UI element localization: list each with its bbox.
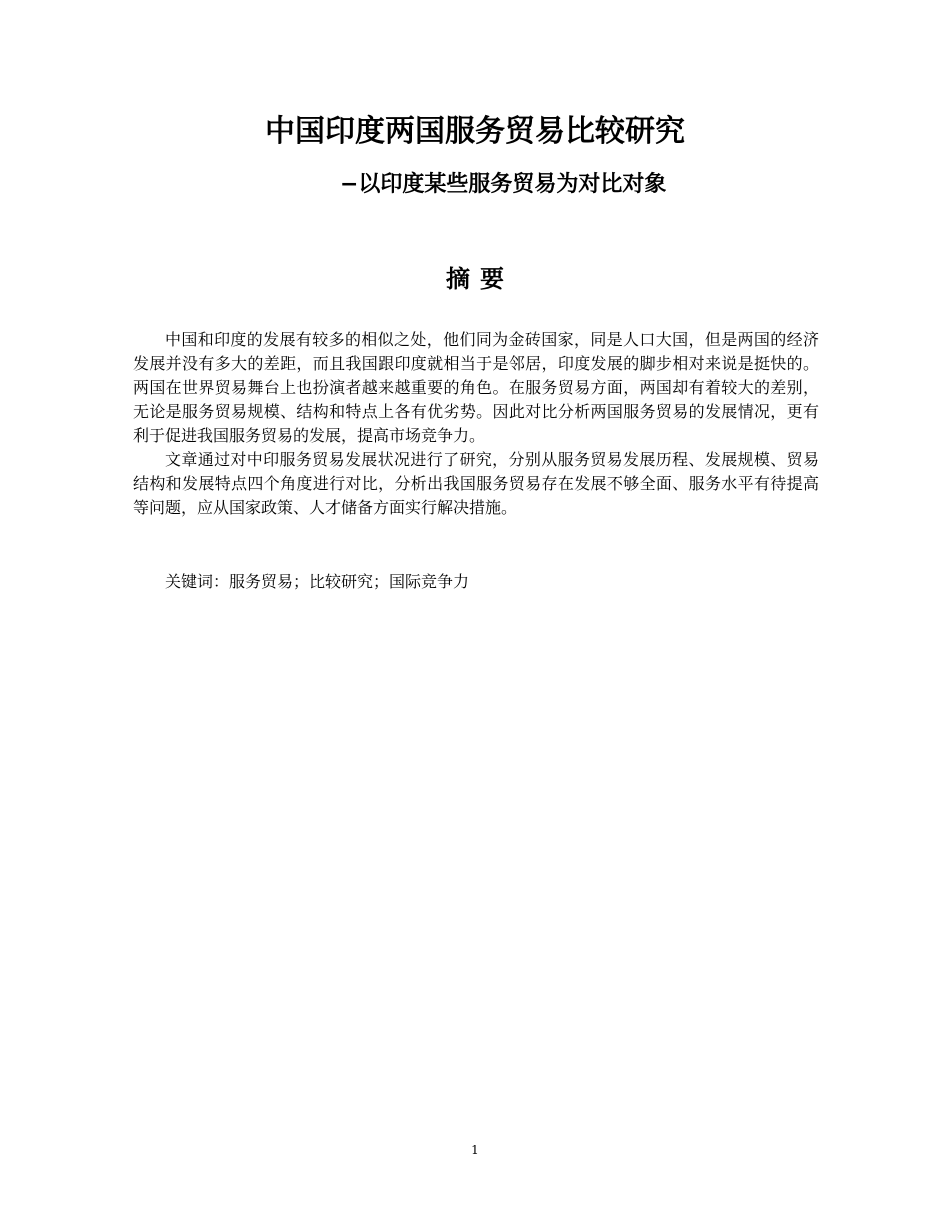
keywords-label: 关键词： <box>165 572 230 591</box>
keywords-line <box>133 570 819 595</box>
abstract-paragraph: 中国和印度的发展有较多的相似之处，他们同为金砖国家，同是人口大国，但是两国的经济发展并没有多大的差距，而且我国跟印度就相当于是邻居，印度发展的脚步相对来说是挺快的。两国在世界贸易舞台上也扮演者越来越重要的角色。在服务贸易方面，两国却有着较大的差别，无论是服务贸易规模、结构和特点上各有优劣势。因此对比分析两国服务贸易的发展情况，更有利于促进我国服务贸易的发展，提高市场竞争力。 <box>133 330 819 445</box>
abstract-heading: 摘要 <box>446 265 514 293</box>
keywords-text: 服务贸易；比较研究；国际竞争力 <box>229 572 470 591</box>
abstract-body <box>133 328 819 520</box>
document-subtitle: −以印度某些服务贸易为对比对象 <box>340 172 667 197</box>
abstract-paragraph: 文章通过对中印服务贸易发展状况进行了研究，分别从服务贸易发展历程、发展规模、贸易结构和发展特点四个角度进行对比，分析出我国服务贸易存在发展不够全面、服务水平有待提高等问题，应从国家政策、人才储备方面实行解决措施。 <box>133 450 819 517</box>
page-number: 1 <box>471 1143 479 1157</box>
document-title: 中国印度两国服务贸易比较研究 <box>265 114 685 149</box>
